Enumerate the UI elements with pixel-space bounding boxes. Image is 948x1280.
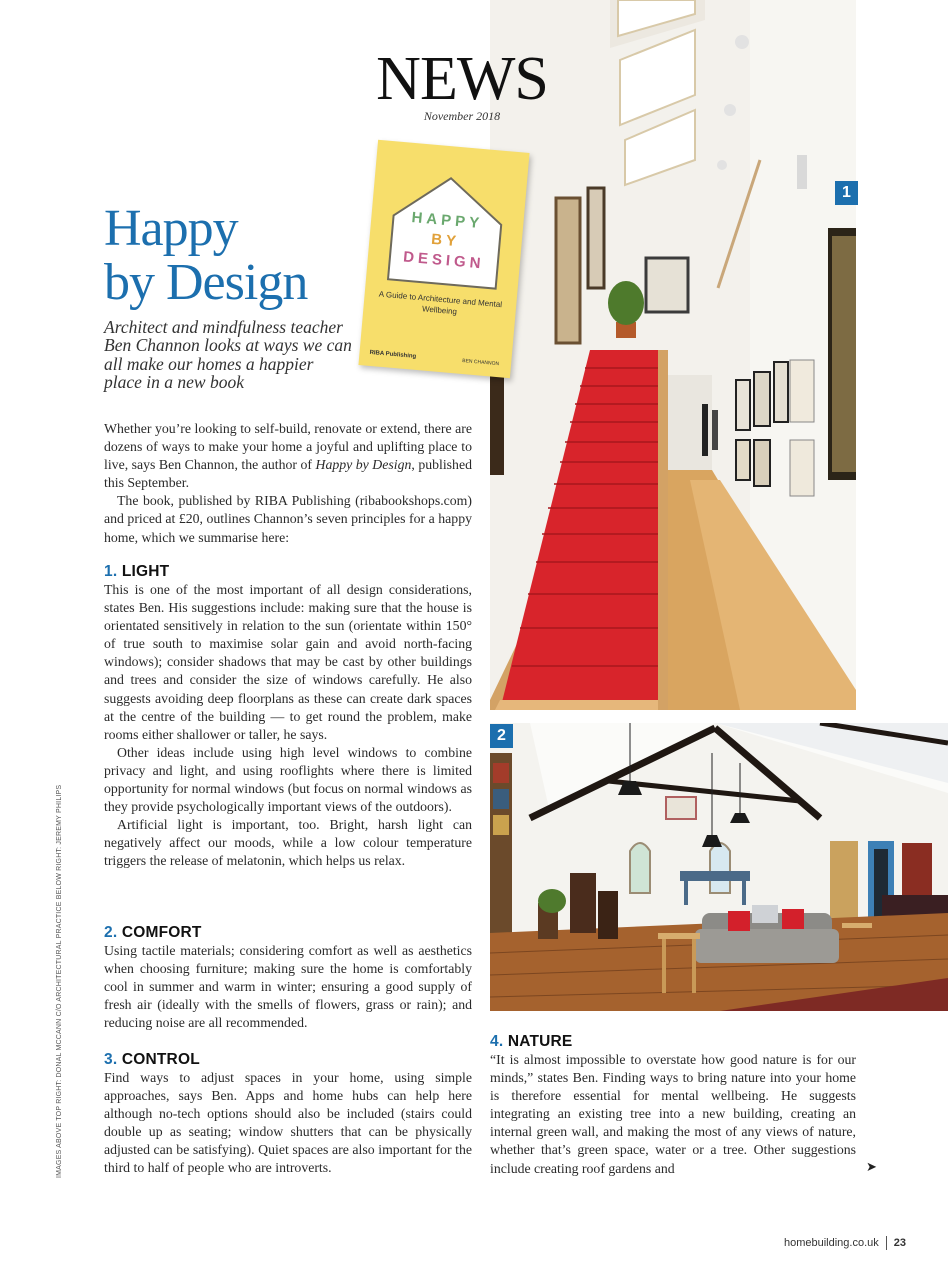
book-title-line-1: HAPPY <box>410 209 484 233</box>
photo-badge-1: 1 <box>835 181 858 205</box>
issue-date: November 2018 <box>423 109 501 123</box>
control-paragraph-1: Find ways to adjust spaces in your home, using simple approaches, says Ben. Apps and home hubs can help here although no-tech options should also be included (stairs could double up as seating; window shutters that can be physically adjusted can be satisfying). Quiet spaces are also important for the third to half of people who are introverts. <box>104 1070 472 1176</box>
headline-line-2: by Design <box>104 254 308 311</box>
section-heading-control: 3. CONTROL <box>104 1051 200 1068</box>
section-heading-comfort: 2. COMFORT <box>104 924 202 941</box>
intro-text <box>104 420 472 547</box>
book-subtitle: A Guide to Architecture and Mental Wellbeing <box>378 289 503 317</box>
book-publisher: RIBA Publishing <box>369 349 417 360</box>
intro-paragraph-1: Whether you’re looking to self-build, renovate or extend, there are dozens of ways to make your home a joyful and uplifting place to live, says Ben Channon, the author of Happy by Design, published this September. <box>104 421 472 491</box>
book-title-line-3: DESIGN <box>402 248 486 273</box>
book-title-reference: Happy by Design <box>315 457 412 473</box>
page-footer <box>784 1236 906 1250</box>
intro-paragraph-2: The book, published by RIBA Publishing (ribabookshops.com) and priced at £20, outlines Channon’s seven principles for a happy home, which we summarise here: <box>104 493 472 545</box>
section-control <box>104 1051 472 1178</box>
light-paragraph-1: This is one of the most important of all design considerations, states Ben. His suggestions include: making sure that the house is orientated sensitively in relation to the sun (orientate within 150° of true south to maximise solar gain and avoid north-facing windows); consider shadows that may be cast by other buildings and trees and consider the size of windows carefully. He also suggests avoiding deep floorplans as these can create dark spaces at the centre of the building — to get round the problem, make rooms either shallower or taller, he says. <box>104 582 472 742</box>
headline-line-1: Happy <box>104 200 238 257</box>
light-paragraph-3: Artificial light is important, too. Bright, harsh light can negatively affect our moods, while a low colour temperature triggers the release of melatonin, which helps us relax. <box>104 817 472 869</box>
book-title-line-2: BY <box>430 230 461 251</box>
standfirst: Architect and mindfulness teacher Ben Channon looks at ways we can all make our homes a happier place in a new book <box>104 317 352 393</box>
living-room-photo <box>490 723 948 1011</box>
article-headline <box>104 202 307 310</box>
book-author: BEN CHANNON <box>461 357 500 368</box>
footer-divider <box>886 1236 887 1250</box>
continue-arrow-icon: ➤ <box>866 1160 877 1175</box>
photo-badge-2: 2 <box>490 724 513 748</box>
section-title: NEWS <box>376 45 548 113</box>
page-number: 23 <box>893 1237 906 1249</box>
section-nature <box>490 1033 856 1178</box>
section-comfort <box>104 924 472 1032</box>
nature-paragraph-1: “It is almost impossible to overstate how good nature is for our minds,” states Ben. Finding ways to bring nature into your home is therefore essential for mental wellbeing. He suggests integrating an existing tree into a new building, creating an internal green wall, and making the most of any views of nature, whether that’s green space, water or a tree. Other suggestions include creating roof gardens and <box>490 1052 856 1176</box>
section-light <box>104 563 472 871</box>
website-url: homebuilding.co.uk <box>783 1237 879 1249</box>
section-heading-light: 1. LIGHT <box>104 563 170 580</box>
comfort-paragraph-1: Using tactile materials; considering comfort as well as aesthetics when choosing furniture; making sure the home is comfortably cool in summer and warm in winter; ensuring a good supply of fresh air (ideally with the smells of flowers, grass or rain); and reducing noise are all recommended. <box>104 943 472 1031</box>
image-credit: IMAGES ABOVE TOP RIGHT: DONAL MCCANN C/O ARCHITECTURAL PRACTICE BELOW RIGHT: JEREMY PHILIPS <box>56 784 63 1178</box>
section-heading-nature: 4. NATURE <box>490 1033 573 1050</box>
book-cover <box>358 140 529 378</box>
light-paragraph-2: Other ideas include using high level windows to combine privacy and light, and using rooflights where there is limited opportunity for normal windows (but focus on normal windows as they provide psychologically important views of the outdoors). <box>104 744 472 815</box>
